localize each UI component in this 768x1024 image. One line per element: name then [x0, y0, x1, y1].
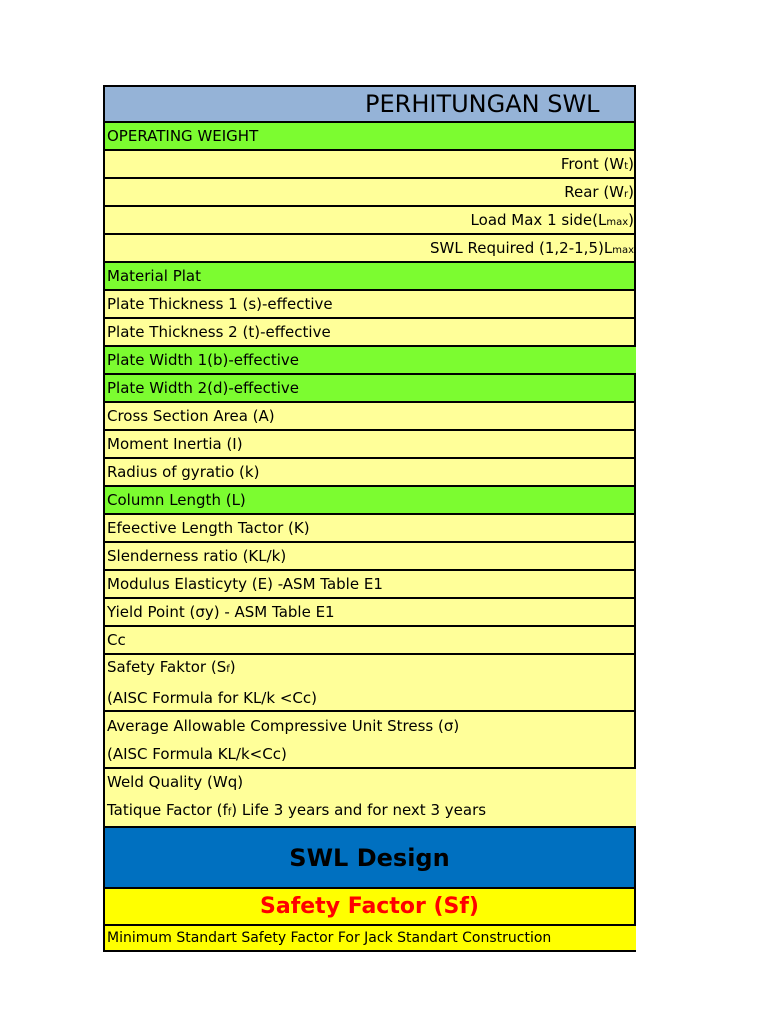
- swl-design-header: [105, 826, 636, 889]
- safety-factor-text: Safety Factor (Sf): [260, 894, 479, 919]
- sheet-title-text: PERHITUNGAN SWL: [365, 90, 600, 118]
- label-plate-thickness-1: Plate Thickness 1 (s)-effective: [107, 295, 333, 313]
- row-yield-point[interactable]: [105, 599, 636, 627]
- row-weld-tatique[interactable]: [105, 769, 636, 826]
- label-tatique-factor: Tatique Factor (ff) Life 3 years and for next 3 years: [107, 801, 487, 819]
- label-cross-section: Cross Section Area (A): [107, 407, 275, 425]
- label-weld-quality: Weld Quality (Wq): [107, 773, 244, 791]
- row-rear[interactable]: [105, 179, 636, 207]
- row-slenderness[interactable]: [105, 543, 636, 571]
- row-front[interactable]: [105, 151, 636, 179]
- row-cross-section[interactable]: [105, 403, 636, 431]
- row-plate-thickness-1[interactable]: [105, 291, 636, 319]
- row-safety-faktor[interactable]: [105, 655, 636, 712]
- row-material-plat[interactable]: [105, 263, 636, 291]
- label-swl-required: SWL Required (1,2-1,5)Lmax: [430, 239, 634, 257]
- label-cc: Cc: [107, 631, 126, 649]
- row-cc[interactable]: [105, 627, 636, 655]
- label-yield-point: Yield Point (σy) - ASM Table E1: [107, 603, 335, 621]
- label-slenderness: Slenderness ratio (KL/k): [107, 547, 287, 565]
- label-radius-gyratio: Radius of gyratio (k): [107, 463, 260, 481]
- safety-factor-header: [105, 889, 636, 926]
- row-plate-width-1[interactable]: [105, 347, 636, 375]
- sheet-title: [105, 85, 636, 123]
- row-plate-thickness-2[interactable]: [105, 319, 636, 347]
- row-plate-width-2[interactable]: [105, 375, 636, 403]
- label-front: Front (Wt): [560, 155, 634, 173]
- row-radius-gyratio[interactable]: [105, 459, 636, 487]
- swl-design-text: SWL Design: [289, 843, 450, 872]
- row-minimum-standart[interactable]: [105, 926, 636, 952]
- label-safety-faktor-formula: (AISC Formula for KL/k <Cc): [107, 689, 317, 707]
- label-plate-thickness-2: Plate Thickness 2 (t)-effective: [107, 323, 331, 341]
- label-effective-length: Efeective Length Tactor (K): [107, 519, 310, 537]
- label-average-allowable: Average Allowable Compressive Unit Stress (σ): [107, 716, 460, 735]
- row-load-max[interactable]: [105, 207, 636, 235]
- row-operating-weight[interactable]: [105, 123, 636, 151]
- label-rear: Rear (Wr): [564, 183, 634, 201]
- label-plate-width-2: Plate Width 2(d)-effective: [107, 379, 300, 397]
- label-safety-faktor: Safety Faktor (Sf): [107, 658, 236, 676]
- label-moment-inertia: Moment Inertia (I): [107, 435, 243, 453]
- label-plate-width-1: Plate Width 1(b)-effective: [107, 351, 300, 369]
- label-average-allowable-formula: (AISC Formula KL/k<Cc): [107, 744, 287, 763]
- label-column-length: Column Length (L): [107, 491, 246, 509]
- row-modulus[interactable]: [105, 571, 636, 599]
- label-material-plat: Material Plat: [107, 267, 201, 285]
- spreadsheet-table: [103, 85, 636, 952]
- row-moment-inertia[interactable]: [105, 431, 636, 459]
- label-modulus: Modulus Elasticyty (E) -ASM Table E1: [107, 575, 383, 593]
- label-operating-weight: OPERATING WEIGHT: [107, 127, 259, 145]
- row-column-length[interactable]: [105, 487, 636, 515]
- row-average-allowable[interactable]: [105, 712, 636, 769]
- label-load-max: Load Max 1 side(Lmax): [470, 211, 634, 229]
- row-swl-required[interactable]: [105, 235, 636, 263]
- row-effective-length[interactable]: [105, 515, 636, 543]
- label-minimum-standart: Minimum Standart Safety Factor For Jack Standart Construction: [107, 930, 552, 946]
